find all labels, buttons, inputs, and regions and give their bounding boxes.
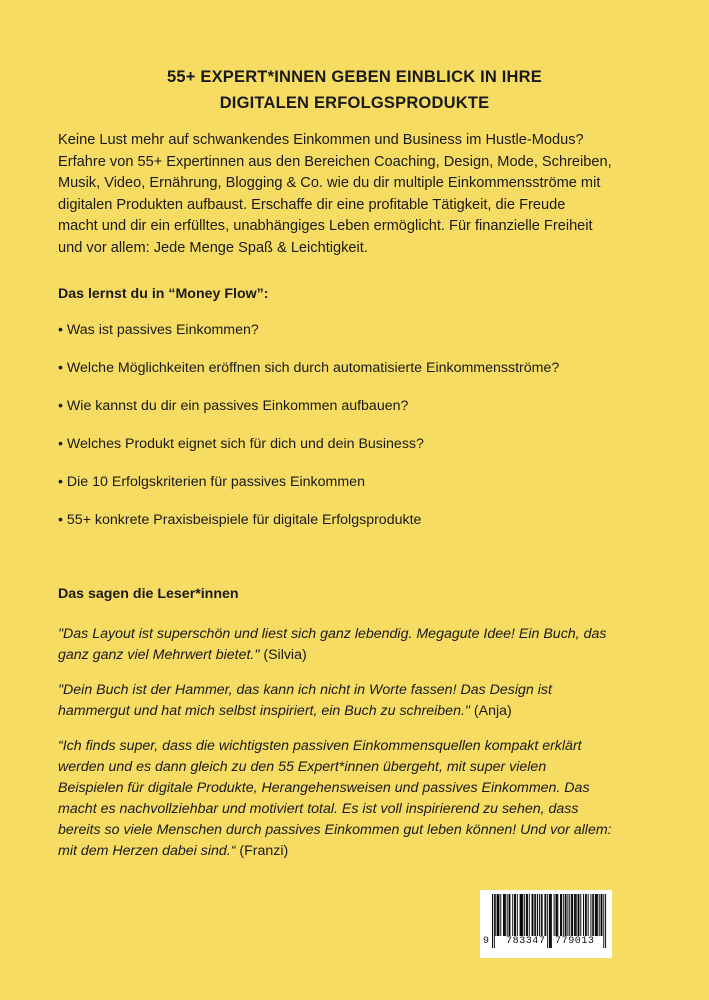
barcode-bar [547,894,548,948]
intro-line: Musik, Video, Ernährung, Blogging & Co. wie du dir multiple Einkommensströme mit [58,175,601,191]
barcode-bar [557,894,558,936]
barcode-bar [526,894,527,936]
page-title [0,64,709,116]
barcode-bar [535,894,536,936]
quote-line: mit dem Herzen dabei sind.“ [58,843,236,859]
barcode-bar [597,894,598,936]
barcode-bar [590,894,591,936]
barcode-bar [555,894,556,936]
barcode-bar [517,894,518,936]
barcode-bar [567,894,568,936]
barcode-bar [576,894,577,936]
barcode-bar [520,894,521,936]
barcode-bar [599,894,600,936]
intro-line: Erfahre von 55+ Expertinnen aus den Bereichen Coaching, Design, Mode, Schreiben, [58,153,612,170]
review-quote-anja [58,680,658,722]
barcode-digits-right: 779013 [555,936,595,947]
barcode-bar [585,894,586,936]
intro-line: digitalen Produkten aufbaust. Erschaffe dir eine profitable Tätigkeit, die Freude [58,196,566,213]
barcode-bar [601,894,602,936]
intro-line: Keine Lust mehr auf schwankendes Einkommen und Business im Hustle-Modus? [58,132,584,148]
barcode-bar [554,894,555,936]
intro-paragraph [58,130,658,259]
barcode-bar [545,894,546,936]
quote-author: (Silvia) [259,647,307,663]
learn-heading: Das lernst du in “Money Flow”: [58,286,269,302]
barcode-bar [563,894,564,936]
barcode-bar [514,894,515,936]
learn-item: • Was ist passives Einkommen? [58,322,259,338]
barcode-bar [534,894,535,936]
barcode-bar [593,894,594,936]
barcode-bar [494,894,495,948]
barcode-bar [515,894,516,936]
barcode-bar [556,894,557,936]
quote-line: werden und es dann gleich zu den 55 Expert*innen übergeht, mit super vielen [58,759,547,775]
quote-line: "Dein Buch ist der Hammer, das kann ich nicht in Worte fassen! Das Design ist [58,682,552,698]
barcode-bar [492,894,493,948]
barcode-bar [586,894,587,936]
quote-line: bereits so viele Menschen durch passives Einkommen gut leben können! Und vor allem: [58,822,612,838]
barcode-bar [503,894,504,936]
barcode-bar [532,894,533,936]
barcode-bar [575,894,576,936]
barcode-bar [522,894,523,936]
isbn-barcode [480,890,612,958]
barcode-bar [603,894,604,948]
learn-item: • Welche Möglichkeiten eröffnen sich durch automatisierte Einkommensströme? [58,360,560,376]
barcode-bar [578,894,579,936]
barcode-bar [524,894,525,936]
barcode-bar [571,894,572,936]
barcode-bar [588,894,589,936]
barcode-bar [497,894,498,936]
barcode-bar [521,894,522,936]
barcode-bar [542,894,543,936]
review-quote-franzi [58,736,658,862]
barcode-bar [551,894,552,948]
quote-line: Beispielen für digitale Produkte, Herangehensweisen und passives Einkommen. Das [58,780,590,796]
barcode-bar [507,894,508,936]
barcode-bar [505,894,506,936]
barcode-bar [565,894,566,936]
barcode-bar [583,894,584,936]
barcode-bar [560,894,561,936]
barcode-bar [596,894,597,936]
barcode-bar [495,894,496,936]
barcode-bar [561,894,562,936]
barcode-bar [498,894,499,936]
barcode-bar [541,894,542,936]
barcode-bar [539,894,540,936]
barcode-bar [537,894,538,936]
review-quote-silvia [58,624,658,666]
title-line-1: 55+ EXPERT*INNEN GEBEN EINBLICK IN IHRE [167,68,542,86]
barcode-bar [504,894,505,936]
barcode-bar [601,894,602,936]
barcode-bar [544,894,545,936]
barcode-bar [498,894,499,936]
barcode-digit-first: 9 [483,936,490,947]
reviews-heading: Das sagen die Leser*innen [58,586,239,602]
quote-author: (Franzi) [235,843,289,859]
barcode-bar [532,894,533,936]
barcode-bar [529,894,530,936]
barcode-bar [550,894,551,948]
intro-line: macht und dir ein erfülltes, unabhängiges Leben ermöglicht. Für finanzielle Freiheit [58,218,593,234]
learn-item: • Welches Produkt eignet sich für dich und dein Business? [58,436,424,452]
barcode-bars [480,890,612,958]
barcode-bar [509,894,510,936]
barcode-bar [605,894,606,948]
barcode-bar [578,894,579,936]
barcode-bar [527,894,528,936]
barcode-bar [549,894,550,948]
quote-author: (Anja) [469,703,512,719]
barcode-bar [592,894,593,936]
barcode-bar [569,894,570,936]
learn-item: • Die 10 Erfolgskriterien für passives Einkommen [58,474,365,490]
barcode-bar [512,894,513,936]
barcode-bar [566,894,567,936]
quote-line: "Das Layout ist superschön und liest sich ganz lebendig. Megagute Idee! Ein Buch, das [58,626,607,642]
barcode-bar [595,894,596,936]
barcode-digits-left: 783347 [506,936,546,947]
barcode-bar [580,894,581,936]
title-line-2: DIGITALEN ERFOLGSPRODUKTE [219,94,490,112]
learn-item: • 55+ konkrete Praxisbeispiele für digitale Erfolgsprodukte [58,512,422,528]
quote-line: hammergut und hat mich selbst inspiriert, ein Buch zu schreiben." [58,703,470,719]
barcode-bar [572,894,573,936]
barcode-bar [509,894,510,936]
learn-item: • Wie kannst du dir ein passives Einkommen aufbauen? [58,398,409,414]
barcode-bar [521,894,522,936]
barcode-bar [500,894,501,936]
barcode-bar [574,894,575,936]
quote-line: “Ich finds super, dass die wichtigsten passiven Einkommensquellen kompakt erklärt [58,738,582,754]
quote-line: macht es nachvollziehbar und motiviert total. Es ist voll inspirierend zu sehen, dass [58,801,579,817]
quote-line: ganz ganz viel Mehrwert bietet." [58,647,260,663]
intro-line: und vor allem: Jede Menge Spaß & Leichtigkeit. [58,239,368,256]
